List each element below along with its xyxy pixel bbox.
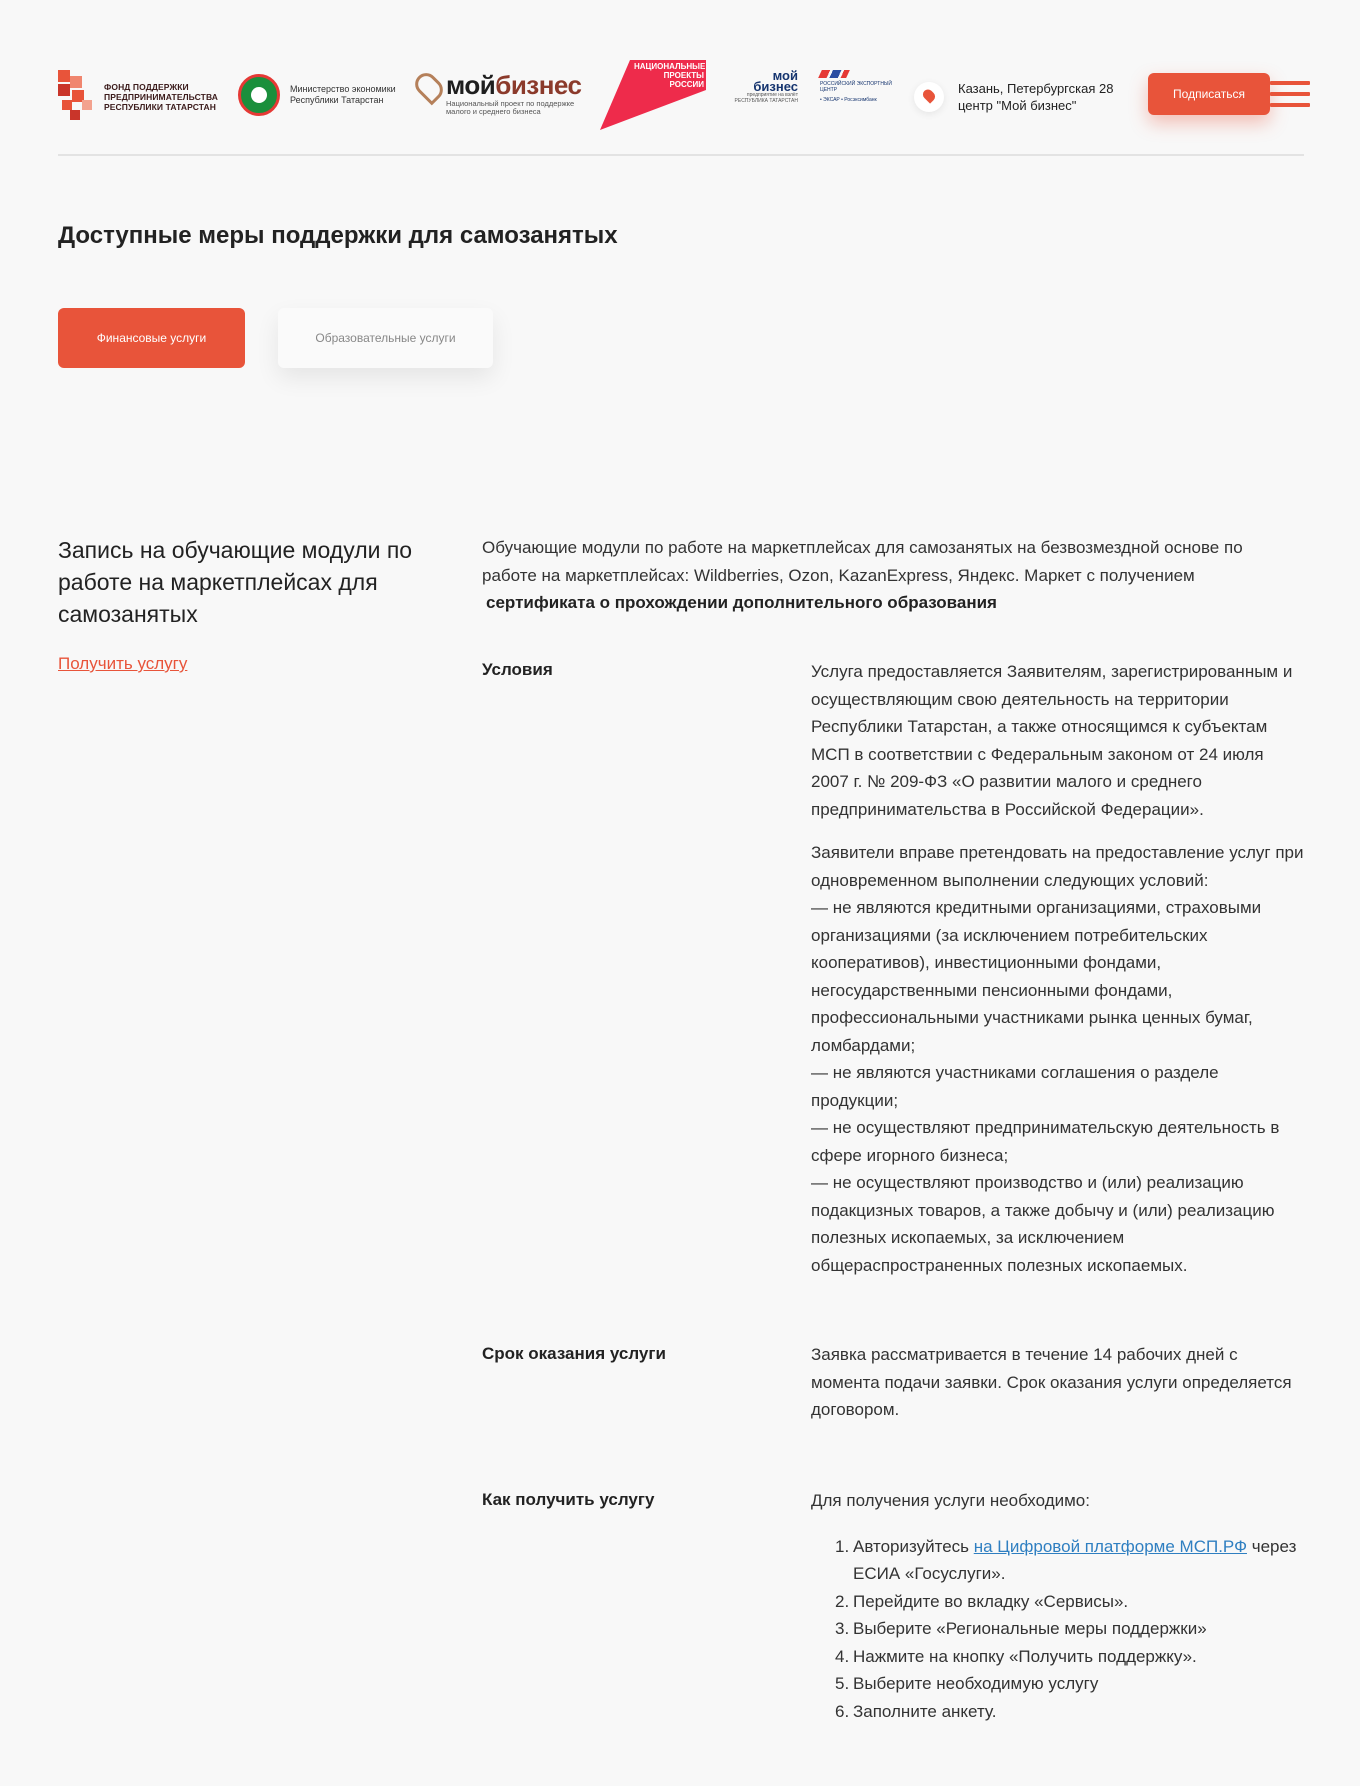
conditions-requirements	[811, 839, 1306, 1279]
list-item	[835, 1670, 1306, 1698]
moi-biznes-small-logo	[734, 70, 798, 104]
step-text: Заполните анкету.	[853, 1701, 997, 1721]
hamburger-icon[interactable]	[1270, 81, 1310, 107]
page-title: Доступные меры поддержки для самозанятых	[58, 222, 618, 249]
term-body: Заявка рассматривается в течение 14 рабочих дней с момента подачи заявки. Срок оказания услуги определяется договором.	[811, 1345, 1292, 1419]
service-intro-bold: сертификата о прохождении дополнительного образования	[486, 593, 997, 612]
conditions-line: — не осуществляют предпринимательскую деятельность в сфере игорного бизнеса;	[811, 1118, 1280, 1165]
moi-biznes-small-word: мой	[772, 68, 798, 83]
ministry-logo[interactable]	[238, 74, 398, 116]
ministry-logo-line: Министерство экономики	[290, 84, 396, 94]
conditions-line: — не являются кредитными организациями, страховыми организациями (за исключением потребительских кооперативов), инвестиционными фондами, негосударственными пенсионными фондами, профессиональными участниками рынка ценных бумаг, ломбардами;	[811, 898, 1262, 1055]
step-text: Нажмите на кнопку «Получить поддержку».	[853, 1646, 1197, 1666]
get-service-link[interactable]: Получить услугу	[58, 654, 188, 673]
step-number: 1.	[835, 1536, 850, 1556]
fund-logo-line: ФОНД ПОДДЕРЖКИ	[104, 82, 189, 92]
step-text: Авторизуйтесь	[853, 1536, 974, 1556]
term-label: Срок оказания услуги	[482, 1344, 666, 1363]
map-pin-icon	[914, 82, 944, 112]
fund-logo-line: ПРЕДПРИНИМАТЕЛЬСТВА	[104, 92, 219, 102]
office-location[interactable]	[914, 78, 1124, 118]
list-item	[835, 1533, 1306, 1588]
conditions-body	[811, 658, 1306, 1279]
site-header	[58, 56, 1304, 156]
fund-logo[interactable]	[58, 70, 228, 120]
step-text: через ЕСИА «Госуслуги».	[853, 1536, 1297, 1583]
address-line: центр "Мой бизнес"	[958, 98, 1077, 113]
step-number: 3.	[835, 1619, 850, 1638]
howto-intro: Для получения услуги необходимо:	[811, 1491, 1090, 1510]
tab-educational-services[interactable]: Образовательные услуги	[278, 308, 493, 368]
address-text	[958, 80, 1113, 114]
step-number: 4.	[835, 1646, 850, 1666]
subscribe-button[interactable]: Подписаться	[1148, 73, 1270, 115]
ministry-emblem-icon	[238, 74, 280, 116]
list-item	[835, 1615, 1306, 1643]
conditions-label: Условия	[482, 660, 553, 679]
fund-logo-mark-icon	[58, 70, 94, 120]
step-text: Выберите «Региональные меры поддержки»	[853, 1619, 1207, 1638]
list-item	[835, 1643, 1306, 1671]
moi-biznes-subtitle: Национальный проект по поддержке малого и среднего бизнеса	[446, 99, 575, 116]
list-item	[835, 1698, 1306, 1726]
service-intro	[482, 534, 1282, 617]
conditions-line: Заявители вправе претендовать на предоставление услуг при одновременном выполнении следующих условий:	[811, 843, 1304, 890]
moi-biznes-prefix: мой	[446, 70, 496, 100]
list-item	[835, 1588, 1306, 1616]
rec-logo	[820, 70, 900, 103]
national-projects-logo[interactable]	[600, 60, 706, 130]
moi-biznes-suffix: бизнес	[495, 70, 582, 100]
rec-logo-text: РОССИЙСКИЙ ЭКСПОРТНЫЙ ЦЕНТР	[820, 81, 892, 93]
step-number: 6.	[835, 1701, 850, 1721]
moi-biznes-small-subtitle: предприятие на взлёт РЕСПУБЛИКА ТАТАРСТАН	[734, 92, 798, 104]
moi-biznes-logo[interactable]	[418, 70, 588, 120]
conditions-line: — не осуществляют производство и (или) реализацию подакцизных товаров, а также добычу и (или) реализацию полезных ископаемых, за исключением общераспространенных полезных ископаемых.	[811, 1173, 1275, 1275]
ministry-logo-text	[290, 84, 410, 106]
step-number: 5.	[835, 1674, 850, 1693]
conditions-line: — не являются участниками соглашения о разделе продукции;	[811, 1063, 1219, 1110]
howto-body	[811, 1487, 1306, 1725]
step-text: Выберите необходимую услугу	[853, 1674, 1099, 1693]
service-intro-text: Обучающие модули по работе на маркетплейсах для самозанятых на безвозмездной основе по работе на маркетплейсах: Wildberries, Ozon, KazanExpress, Яндекс. Маркет с получением	[482, 538, 1243, 585]
moi-biznes-wordmark	[446, 70, 582, 101]
partner-logos[interactable]	[734, 68, 892, 120]
moi-biznes-pin-icon	[411, 69, 448, 106]
service-title: Запись на обучающие модули по работе на маркетплейсах для самозанятых	[58, 537, 413, 627]
ministry-logo-line: Республики Татарстан	[290, 95, 384, 105]
step-number: 2.	[835, 1591, 850, 1611]
step-text: Перейдите во вкладку «Сервисы».	[853, 1591, 1129, 1611]
moi-biznes-small-word: бизнес	[753, 79, 798, 94]
tab-financial-services[interactable]: Финансовые услуги	[58, 308, 245, 368]
fund-logo-text	[104, 82, 234, 112]
fund-logo-line: РЕСПУБЛИКИ ТАТАРСТАН	[104, 102, 216, 112]
howto-label: Как получить услугу	[482, 1490, 655, 1509]
national-projects-text: НАЦИОНАЛЬНЫЕ ПРОЕКТЫ РОССИИ	[634, 62, 706, 89]
address-line: Казань, Петербургская 28	[958, 81, 1114, 96]
rec-logo-subtext: • ЭКСАР • Росэксимбанк	[820, 97, 877, 103]
msp-platform-link[interactable]: на Цифровой платформе МСП.РФ	[973, 1536, 1247, 1556]
rec-stripe-icon	[818, 70, 850, 78]
conditions-paragraph: Услуга предоставляется Заявителям, зарегистрированным и осуществляющим свою деятельность на территории Республики Татарстан, а также относящимся к субъектам МСП в соответствии с Федеральным законом от 24 июля 2007 г. № 209-ФЗ «О развитии малого и среднего предпринимательства в Российской Федерации».	[811, 662, 1293, 819]
howto-steps	[811, 1533, 1306, 1726]
